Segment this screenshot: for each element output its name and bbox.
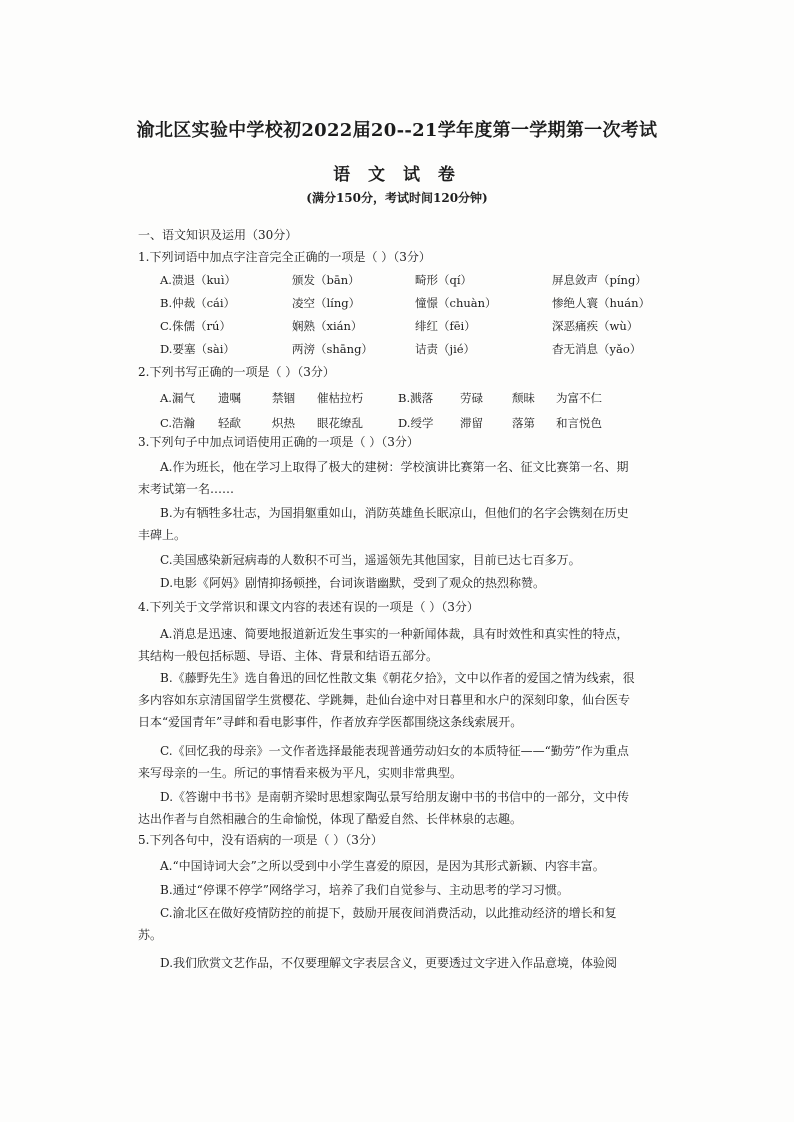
q1-stem: 1.下列词语中加点字注音完全正确的一项是（ ）（3分） — [138, 250, 431, 264]
q1-d1: D.要塞（sài） — [160, 342, 235, 356]
q4-stem: 4.下列关于文学常识和课文内容的表述有误的一项是（ ）（3分） — [138, 600, 479, 614]
q2-c8: 和言悦色 — [556, 416, 602, 430]
q1-a3: 畸形（qí） — [415, 273, 473, 287]
q2-a3: 禁锢 — [272, 391, 295, 405]
exam-note: (满分150分，考试时间120分钟) — [306, 191, 488, 205]
q2-a8: 为富不仁 — [556, 391, 602, 405]
q1-b3: 憧憬（chuàn） — [415, 296, 497, 310]
exam-title: 渝北区实验中学校初2022届20--21学年度第一学期第一次考试 — [136, 120, 658, 141]
q4-option-c: C.《回忆我的母亲》一文作者选择最能表现普通劳动妇女的本质特征——“勤劳”作为重点来写母亲的一生。所记的事情看来极为平凡，实则非常典型。 — [138, 744, 629, 780]
q5-option-a: A.“中国诗词大会”之所以受到中小学生喜爱的原因，是因为其形式新颖、内容丰富。 — [160, 859, 605, 873]
q5-option-d: D.我们欣赏文艺作品，不仅要理解文字表层含义，更要透过文字进入作品意境，体验阅 — [160, 956, 618, 970]
q5-option-b: B.通过“停课不停学”网络学习，培养了我们自觉参与、主动思考的学习习惯。 — [160, 883, 569, 897]
q3-option-d: D.电影《阿妈》剧情抑扬顿挫，台词诙谐幽默，受到了观众的热烈称赞。 — [160, 576, 546, 590]
q1-d4: 杳无消息（yǎo） — [552, 342, 642, 356]
q2-c3: 炽热 — [272, 416, 295, 430]
q2-c2: 轻歃 — [218, 416, 241, 430]
q1-a4: 屏息敛声（píng） — [552, 273, 647, 287]
q1-c2: 娴熟（xián） — [292, 319, 363, 333]
q1-d3: 诘责（jié） — [415, 342, 476, 356]
q3-option-c: C.美国感染新冠病毒的人数积不可当，遥遥领先其他国家，目前已达七百多万。 — [160, 553, 581, 567]
q2-a2: 遗嘱 — [218, 391, 241, 405]
q1-c3: 绯红（fēi） — [415, 319, 476, 333]
q1-b2: 凌空（líng） — [292, 296, 361, 310]
q5-stem: 5.下列各句中，没有语病的一项是（ ）（3分） — [138, 833, 383, 847]
q1-a2: 颁发（bān） — [292, 273, 360, 287]
q2-a1: A.漏气 — [160, 391, 195, 405]
q2-a5: B.溅落 — [398, 391, 434, 405]
q2-c1: C.浩瀚 — [160, 416, 196, 430]
q3-option-b: B.为有牺牲多壮志，为国捐躯重如山，消防英雄鱼长眠凉山，但他们的名字会镌刻在历史丰碑上。 — [138, 506, 629, 542]
q2-c6: 滞留 — [460, 416, 483, 430]
q5-option-c: C.渝北区在做好疫情防控的前提下，鼓励开展夜间消费活动，以此推动经济的增长和复苏。 — [138, 906, 617, 942]
q3-option-a: A.作为班长，他在学习上取得了极大的建树：学校演讲比赛第一名、征文比赛第一名、期末考试第一名…… — [138, 460, 629, 496]
q1-b1: B.仲裁（cái） — [160, 296, 236, 310]
q3-stem: 3.下列句子中加点词语使用正确的一项是（ ）（3分） — [138, 435, 419, 449]
q4-option-b: B.《藤野先生》选自鲁迅的回忆性散文集《朝花夕拾》，文中以作者的爱国之情为线索，很多内容如东京清国留学生赏樱花、学跳舞，赴仙台途中对日暮里和水户的深刻印象，仙台医专日本“爱国青年”寻衅和看电影事件，作者放弃学医都围绕这条线索展开。 — [138, 671, 635, 729]
q2-c5: D.绶学 — [398, 416, 434, 430]
section-heading: 一、语文知识及运用（30分） — [138, 228, 298, 242]
q4-option-a: A.消息是迅速、简要地报道新近发生事实的一种新闻体裁，具有时效性和真实性的特点，其结构一般包括标题、导语、主体、背景和结语五部分。 — [138, 627, 629, 663]
q1-d2: 两滂（shāng） — [292, 342, 373, 356]
q2-c7: 落第 — [512, 416, 535, 430]
q4-option-d: D.《答谢中书书》是南朝齐梁时思想家陶弘景写给朋友谢中书的书信中的一部分，文中传达出作者与自然相融合的生命愉悦，体现了酷爱自然、长伴林泉的志趣。 — [138, 790, 630, 826]
q2-a4: 催枯拉朽 — [317, 391, 363, 405]
q2-a6: 劳碌 — [460, 391, 483, 405]
exam-subtitle: 语 文 试 卷 — [333, 165, 461, 185]
q1-a1: A.溃退（kuì） — [160, 273, 237, 287]
q1-c1: C.侏儒（rú） — [160, 319, 231, 333]
q1-c4: 深恶痛疾（wù） — [552, 319, 639, 333]
q2-stem: 2.下列书写正确的一项是（ ）（3分） — [138, 365, 335, 379]
q2-a7: 颓昧 — [512, 391, 535, 405]
q2-c4: 眼花缭乱 — [317, 416, 363, 430]
q1-b4: 惨绝人寰（huán） — [552, 296, 651, 310]
